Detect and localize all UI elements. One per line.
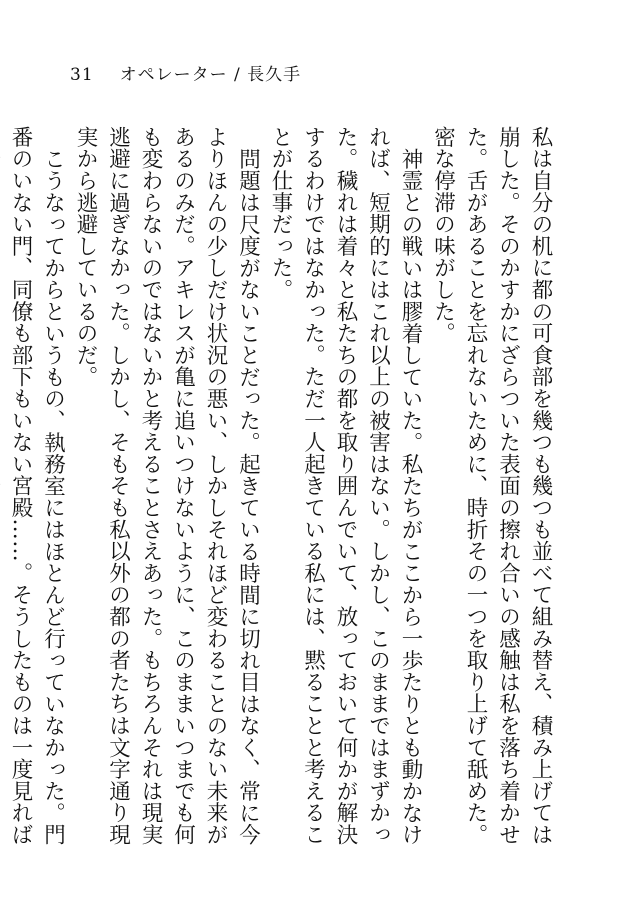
- paragraph-1: 私は自分の机に都の可食部を幾つも幾つも並べて組み替え、積み上げては崩した。そのかすかにざらついた表面の擦れ合いの感触は私を落ち着かせた。舌があることを忘れないために、時折その一つを取り上げて舐めた。密な停滞の味がした。: [430, 126, 553, 846]
- page-number: 31: [70, 65, 94, 85]
- paragraph-4: こうなってからというもの、執務室にはほとんど行っていなかった。門番のいない門、同僚も部下もいない宮殿……。そうしたものは一度見れば: [8, 126, 66, 846]
- paragraph-3: 問題は尺度がないことだった。起きている時間に切れ目はなく、常に今よりほんの少しだけ状況の悪い、しかしそれほど変わることのない未来があるのみだ。アキレスが亀に追いつけないように、このままいつまでも何も変わらないのではないかと考えることさえあった。もちろんそれは現実逃避に過ぎなかった。しかし、そもそも私以外の都の者たちは文字通り現実から逃避しているのだ。: [73, 126, 261, 846]
- vertical-text-body: [0, 126, 556, 856]
- running-header: [70, 60, 301, 85]
- paragraph-2: 神霊との戦いは膠着していた。私たちがここから一歩たりとも動かなければ、短期的にはこれ以上の被害はない。しかし、このままではまずかった。穢れは着々と私たちの都を取り囲んでいて、放っておいて何かが解決するわけではなかった。ただ一人起きている私には、黙ることと考えることが仕事だった。: [268, 126, 423, 846]
- running-title: オペレーター / 長久手: [119, 65, 302, 85]
